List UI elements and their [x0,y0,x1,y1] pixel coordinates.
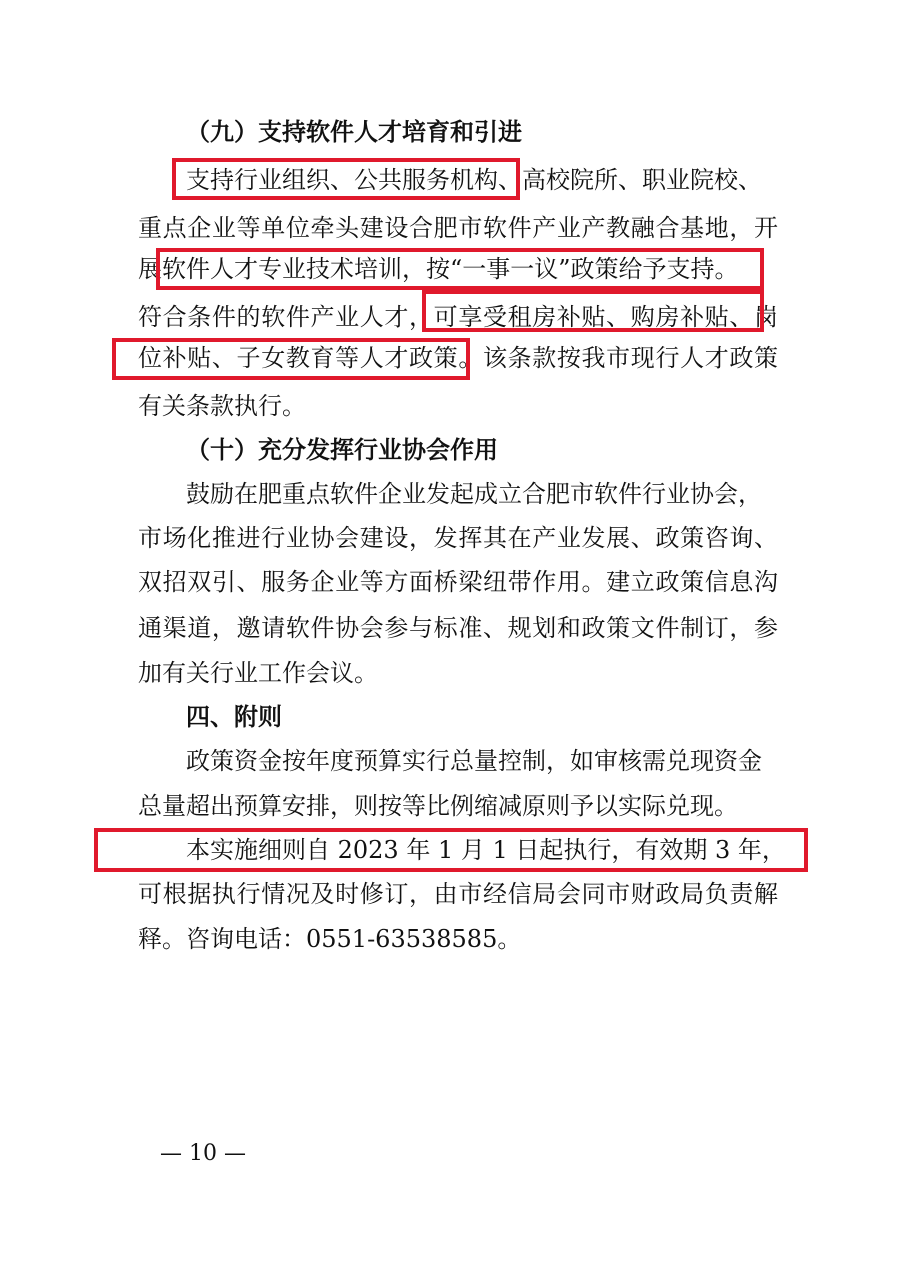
highlight-box [422,290,764,332]
paragraph-line: 政策资金按年度预算实行总量控制，如审核需兑现资金 [186,747,762,775]
paragraph-line: 支持行业组织、公共服务机构、高校院所、职业院校、 [186,166,762,194]
paragraph-line: 位补贴、子女教育等人才政策。该条款按我市现行人才政策 [138,344,778,372]
paragraph-line: 鼓励在肥重点软件企业发起成立合肥市软件行业协会， [186,480,762,508]
paragraph-line: 重点企业等单位牵头建设合肥市软件产业产教融合基地，开 [138,214,778,242]
highlight-box [156,248,764,290]
section-heading-10: （十）充分发挥行业协会作用 [186,436,498,464]
paragraph-line: 双招双引、服务企业等方面桥梁纽带作用。建立政策信息沟 [138,568,778,596]
paragraph-line: 可根据执行情况及时修订，由市经信局会同市财政局负责解 [138,880,778,908]
paragraph-line: 释。咨询电话：0551-63538585。 [138,925,522,953]
paragraph-line: 通渠道，邀请软件协会参与标准、规划和政策文件制订，参 [138,614,778,642]
paragraph-line: 有关条款执行。 [138,392,306,420]
paragraph-line: 加有关行业工作会议。 [138,659,378,687]
section-heading-4: 四、附则 [186,703,282,731]
highlight-box [172,158,520,200]
paragraph-line: 符合条件的软件产业人才，可享受租房补贴、购房补贴、岗 [138,303,778,331]
page-number: — 10 — [160,1141,246,1166]
section-heading-9: （九）支持软件人才培育和引进 [186,118,522,146]
paragraph-line: 总量超出预算安排，则按等比例缩减原则予以实际兑现。 [138,792,738,820]
highlight-box [94,828,808,872]
paragraph-line: 本实施细则自 2023 年 1 月 1 日起执行，有效期 3 年， [186,836,786,864]
paragraph-line: 展软件人才专业技术培训，按“一事一议”政策给予支持。 [138,255,739,283]
highlight-box [112,338,470,380]
paragraph-line: 市场化推进行业协会建设，发挥其在产业发展、政策咨询、 [138,524,778,552]
